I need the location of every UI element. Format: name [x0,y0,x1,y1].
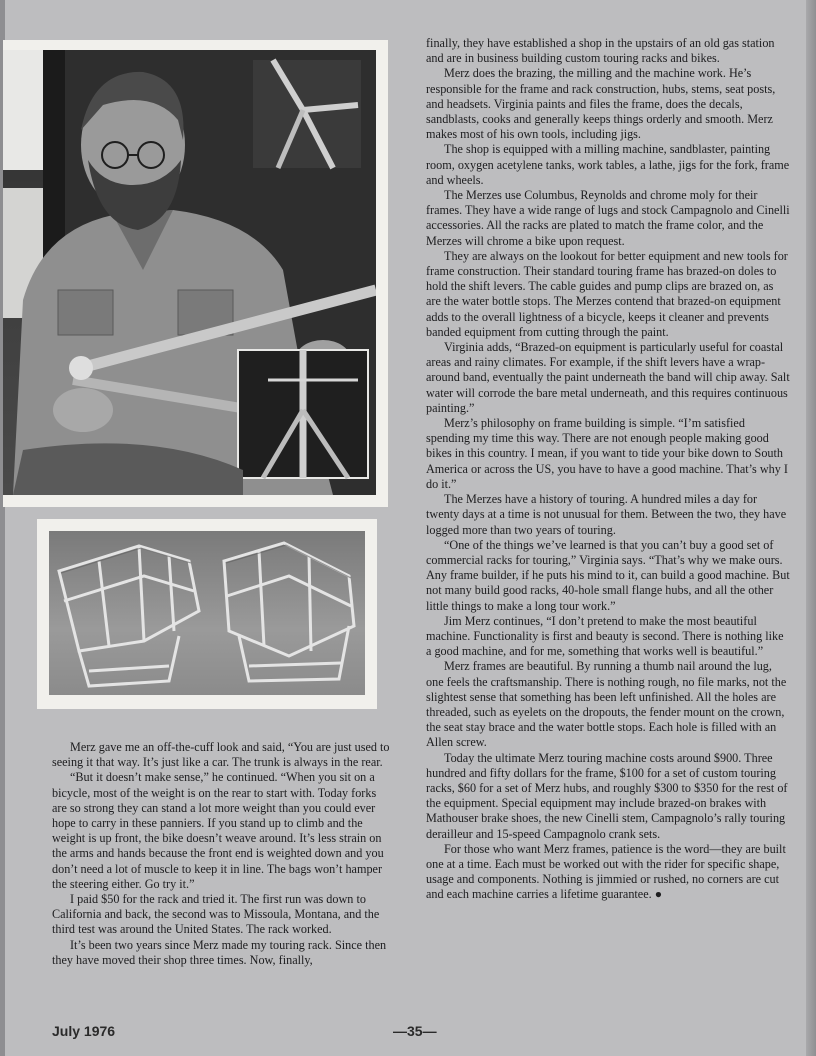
left-paragraph-4: It’s been two years since Merz made my touring rack. Since then they have moved their shop three times. Now, finally, [52,937,387,967]
right-paragraph-12: Today the ultimate Merz touring machine costs around $900. Three hundred and fifty dollars for the frame, $100 for a set of custom touring racks, $60 for a set of Merz hubs, and roughly $300 to $350 for the rest of the equipment. Special equipment may include brazed-on brakes with Mathouser brake shoes, the new Cinelli stem, Campagnolo’s rally touring derailleur and 15-speed Campagnolo crank sets. [426,750,788,841]
page-right-edge [806,0,816,1056]
photo-touring-racks [37,519,377,709]
right-paragraph-6: Virginia adds, “Brazed-on equipment is particularly useful for coastal areas and rainy climates. For example, if the shift levers have a wrap-around band, eventually the paint underneath the band will chip away. Salt water will corrode the bare metal underneath, and this requires continuous painting.” [426,340,790,415]
right-paragraph-3: The shop is equipped with a milling machine, sandblaster, painting room, oxygen acetylene tanks, work tables, a lathe, jigs for the fork, frame and wheels. [426,142,790,187]
right-paragraph-10: Jim Merz continues, “I don’t pretend to make the most beautiful machine. Functionality is first and beauty is second. There is nothing like a good machine, and for me, something that works well is beautiful.” [426,613,784,659]
article-left-column [52,740,392,968]
right-paragraph-13: For those who want Merz frames, patience is the word—they are built one at a time. Each must be worked out with the rider for specific shape, usage and components. Nothing is jimmied or rushed, no corners are cut and each machine carries a lifetime guarantee. ● [426,841,786,902]
left-paragraph-3: I paid $50 for the rack and tried it. The first run was down to California and back, the second was to Missoula, Montana, and the third test was around the United States. The rack worked. [52,892,380,937]
right-paragraph-5: They are always on the lookout for better equipment and new tools for frame construction. Their standard touring frame has brazed-on doles to hold the shift levers. The cable guides and pump clips are brazed on, as are the water bottle stops. The Merzes contend that brazed-on equipment adds to the overall lightness of a bicycle, keeps it cleaner and prevents banded equipment from cutting through the paint. [426,248,788,339]
right-paragraph-2: Merz does the brazing, the milling and the machine work. He’s responsible for the frame and rack construction, hubs, stems, seat posts, and headsets. Virginia paints and files the frame, does the decals, sandblasts, cooks and generally keeps things orderly and smooth. Merz makes most of his own tools, including jigs. [426,66,776,142]
right-paragraph-11: Merz frames are beautiful. By running a thumb nail around the lug, one feels the craftsmanship. There is nothing rough, no file marks, not the slightest sense that something has been left unfinished. All the holes are threaded, such as eyelets on the dropouts, the fender mount on the crown, the seat stay brace and the water bottle stops. Each hole is filled with an Allen screw. [426,659,787,750]
right-paragraph-4: The Merzes use Columbus, Reynolds and chrome moly for their frames. They have a wide range of lugs and stock Campagnolo and Cinelli accessories. All the racks are plated to match the frame color, and the Merzes will chrome a bike upon request. [426,188,790,248]
left-paragraph-2: “But it doesn’t make sense,” he continued. “When you sit on a bicycle, most of the weight is on the rear to start with. Today forks are so strong they can stand a lot more weight than you could ever hope to carry in these panniers. If you stand up to climb and the weight is up front, the bike doesn’t weave around. It’s less strain on the arms and hands because the front end is weighted down and you don’t need a lot of muscle to keep it in line. The bags won’t hamper the steering either. Go try it.” [52,770,384,891]
right-paragraph-7: Merz’s philosophy on frame building is simple. “I’m satisfied spending my time this way. There are not enough people making good bikes in this country. I mean, if you want to tide your bike down to South America or across the US, you have to have a good machine. That’s why I do it.” [426,416,788,491]
touring-racks-illustration [49,531,365,695]
right-paragraph-9: “One of the things we’ve learned is that you can’t buy a good set of commercial racks for touring,” Virginia says. “That’s why we make ours. Any frame builder, if he puts his mind to it, can build a good machine. But not many build good racks, 40-hole small flange hubs, and all the other little things to make a long tour work.” [426,537,790,613]
frame-builder-illustration [3,50,376,495]
left-paragraph-1: Merz gave me an off-the-cuff look and said, “You are just used to seeing it that way. It’s just like a car. The trunk is always in the rear. [52,740,390,770]
article-right-column [426,36,790,903]
footer-date: July 1976 [52,1023,116,1039]
right-paragraph-8: The Merzes have a history of touring. A hundred miles a day for twenty days at a time is not unusual for them. Between the two, they have logged more than two years of touring. [426,492,787,537]
photo-frame-builder [3,40,388,507]
footer-page-number: —35— [393,1023,437,1039]
right-paragraph-1: finally, they have established a shop in the upstairs of an old gas station and are in business building custom touring racks and bikes. [426,36,775,66]
